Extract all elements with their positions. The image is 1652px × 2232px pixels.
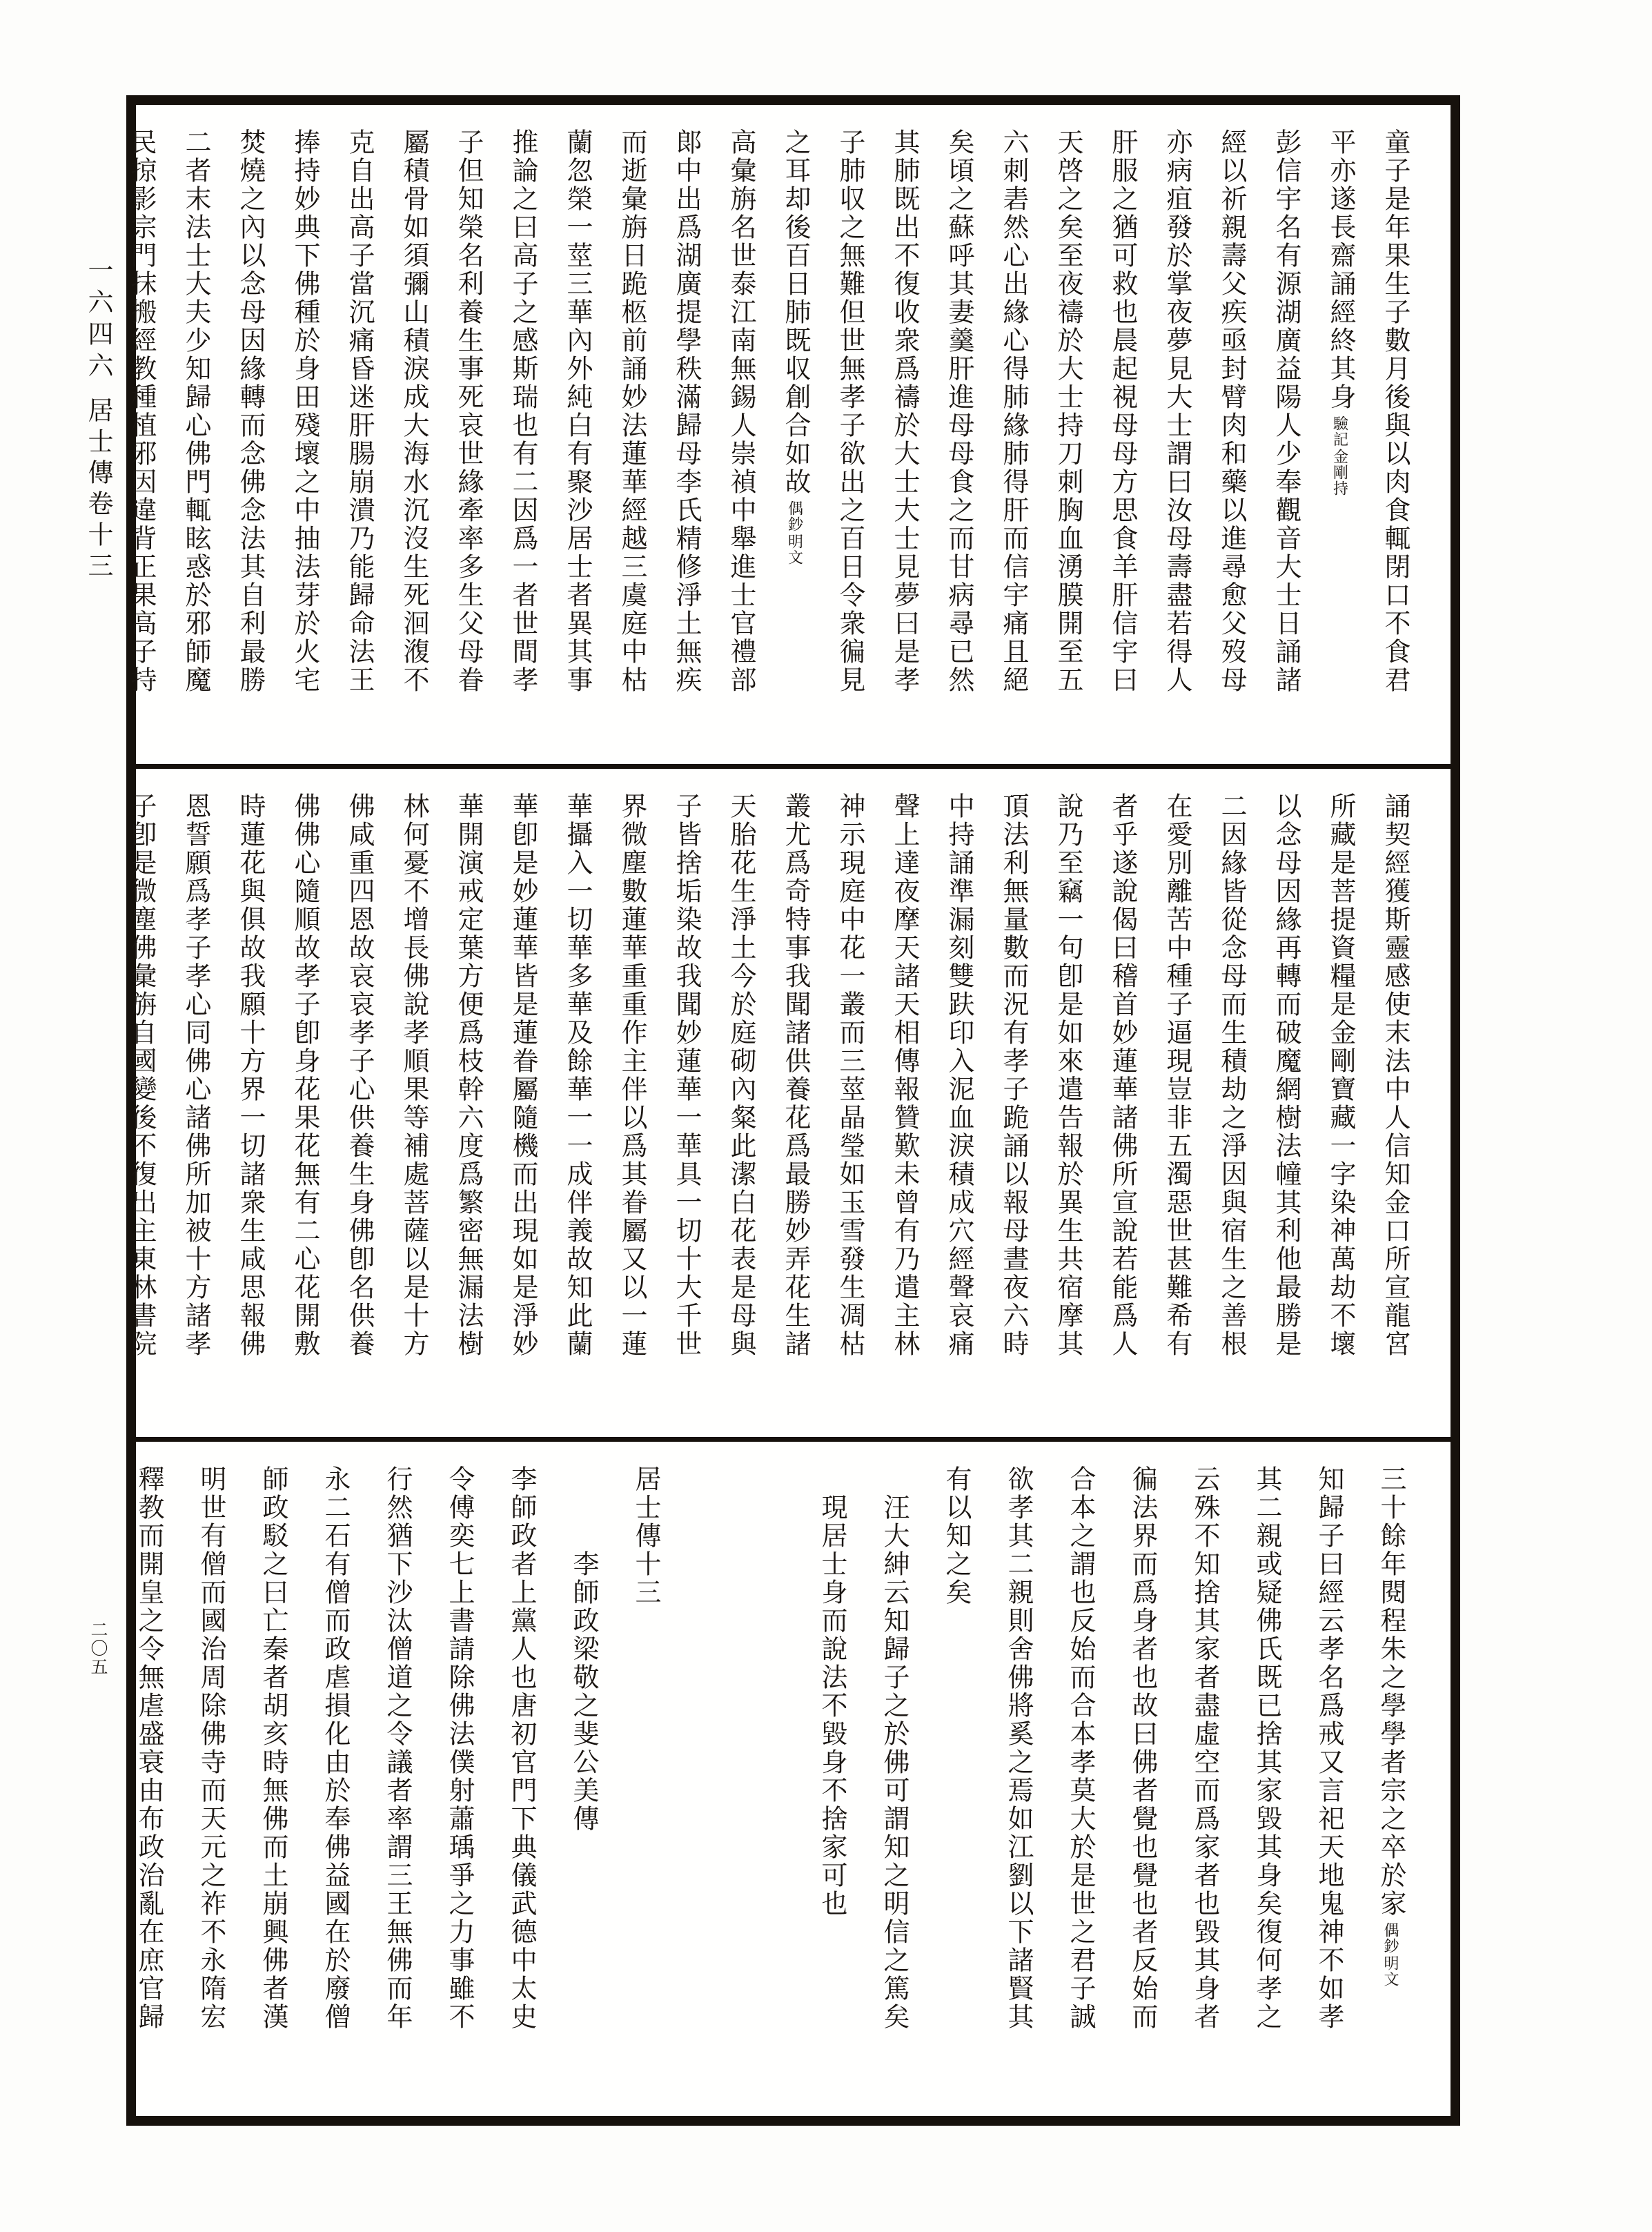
text-column: 時蓮花與俱故我願十方界一切諸衆生咸思報佛 xyxy=(235,792,264,1358)
text-column: 說乃至竊一句卽是如來遣告報於異生共宿摩其 xyxy=(1053,792,1082,1358)
text-column: 合本之謂也反始而合本孝莫大於是世之君子誠 xyxy=(1065,1465,1094,2031)
text-column: 佛咸重四恩故哀哀孝子心供養生身佛卽名供養 xyxy=(344,792,373,1358)
text-column: 神示現庭中花一叢而三莖晶瑩如玉雪發生凋枯 xyxy=(835,792,864,1358)
text-column: 亦病疽發於掌夜夢見大士謂曰汝母壽盡若得人 xyxy=(1162,128,1191,694)
text-column: 二因緣皆從念母而生積劫之淨因與宿生之善根 xyxy=(1217,792,1246,1358)
section-heading-column: 居士傳十三 xyxy=(631,1465,660,1607)
text-column: 子但知榮名利養生事死哀世緣牽率多生父母眷 xyxy=(453,128,482,694)
text-column: 欲孝其二親則舍佛將奚之焉如江劉以下諸賢其 xyxy=(1003,1465,1032,2031)
text-column: 所藏是菩提資糧是金剛寶藏一字染神萬劫不壞 xyxy=(1326,792,1355,1358)
text-column: 子卽是微塵佛彙旃自國變後不復出主東林書院 xyxy=(126,792,155,1358)
text-column: 徧法界而爲身者也故曰佛者覺也覺也者反始而 xyxy=(1128,1465,1157,2031)
text-column: 李師政梁敬之斐公美傳 xyxy=(569,1550,598,1833)
text-register-bottom xyxy=(136,1442,1451,2106)
text-column: 推論之曰高子之感斯瑞也有二因爲一者世間孝 xyxy=(508,128,537,694)
margin-page-id-label: 一六四六 xyxy=(83,257,112,384)
text-column: 頂法利無量數而況有孝子跪誦以報母晝夜六時 xyxy=(999,792,1027,1358)
text-column: 林何憂不增長佛說孝順果等補處菩薩以是十方 xyxy=(399,792,428,1358)
text-column: 聲上達夜摩天諸天相傳報贊歎未曾有乃遣主林 xyxy=(889,792,918,1358)
text-column: 子皆捨垢染故我聞妙蓮華一華具一切十大千世 xyxy=(671,792,700,1358)
text-column: 華開演戒定葉方便爲枝幹六度爲繁密無漏法樹 xyxy=(453,792,482,1358)
text-column: 有以知之矣 xyxy=(941,1465,970,1607)
source-citation-note: 明文 偶鈔 xyxy=(1382,1922,1399,1987)
text-column: 華卽是妙蓮華皆是蓮眷屬隨機而出現如是淨妙 xyxy=(508,792,537,1358)
text-register-middle xyxy=(126,769,1451,1442)
text-column: 平亦遂長齋誦經終其身 金剛持 驗記 xyxy=(1326,128,1355,496)
text-column: 蘭忽榮一莖三華內外純白有聚沙居士者異其事 xyxy=(562,128,591,694)
text-column: 肝服之猶可救也晨起視母母方思食羊肝信宇曰 xyxy=(1108,128,1137,694)
source-citation-note: 金剛持 驗記 xyxy=(1331,415,1349,496)
text-column: 克自出高子當沉痛昏迷肝腸崩潰乃能歸命法王 xyxy=(344,128,373,694)
blank-column xyxy=(738,1465,800,2090)
column-group-bottom xyxy=(134,1465,1422,2090)
text-column: 屬積骨如須彌山積淚成大海水沉沒生死洄澓不 xyxy=(399,128,428,694)
text-column: 中持誦準漏刻雙趺印入泥血淚積成穴經聲哀痛 xyxy=(944,792,973,1358)
text-column: 行然猶下沙汰僧道之令議者率謂三王無佛而年 xyxy=(382,1465,411,2031)
text-column: 令傅奕七上書請除佛法僕射蕭瑀爭之力事雖不 xyxy=(444,1465,473,2031)
text-column: 郞中出爲湖廣提學秩滿歸母李氏精修淨土無疾 xyxy=(671,128,700,694)
text-column: 叢尤爲奇特事我聞諸供養花爲最勝妙弄花生諸 xyxy=(780,792,809,1358)
text-column: 矣頃之蘇呼其妻羹肝進母母食之而甘病尋已然 xyxy=(944,128,973,694)
blank-column xyxy=(676,1465,738,2090)
text-column: 天胎花生淨土今於庭砌內粲此潔白花表是母與 xyxy=(726,792,755,1358)
text-column: 二者末法士大夫少知歸心佛門輒眩惑於邪師魔 xyxy=(181,128,210,694)
text-column: 明世有僧而國治周除佛寺而天元之祚不永隋宏 xyxy=(196,1465,225,2031)
text-column: 知歸子曰經云孝名爲戒又言祀天地鬼神不如孝 xyxy=(1314,1465,1343,2031)
text-column: 其肺既出不復收衆爲禱於大士大士見夢曰是孝 xyxy=(889,128,918,694)
text-column: 天啓之矣至夜禱於大士持刀刺胸血湧膜開至五 xyxy=(1053,128,1082,694)
text-column: 華攝入一切華多華及餘華一一成伴義故知此蘭 xyxy=(562,792,591,1358)
text-column: 以念母因緣再轉而破魔網樹法幢其利他最勝是 xyxy=(1271,792,1300,1358)
text-column: 恩誓願爲孝子孝心同佛心諸佛所加被十方諸孝 xyxy=(181,792,210,1358)
text-column: 現居士身而說法不毀身不捨家可也 xyxy=(817,1494,846,1918)
margin-page-number: 二〇五 xyxy=(88,1621,107,1676)
text-column: 童子是年果生子數月後與以肉食輒閉口不食君 xyxy=(1380,128,1409,694)
text-column: 界微塵數蓮華重重作主伴以爲其眷屬又以一蓮 xyxy=(617,792,646,1358)
text-column: 捧持妙典下佛種於身田殘壞之中抽法芽於火宅 xyxy=(290,128,319,694)
text-column: 誦契經獲斯靈感使末法中人信知金口所宣龍宮 xyxy=(1380,792,1409,1358)
text-column: 民掠影宗門抹搬經教種植邪因違背正果高子持 xyxy=(126,128,155,694)
text-column: 在愛別離苦中種子逼現豈非五濁惡世甚難希有 xyxy=(1162,792,1191,1358)
column-group-top xyxy=(126,128,1422,747)
text-column: 云殊不知捨其家者盡虛空而爲家者也毀其身者 xyxy=(1190,1465,1219,2031)
text-column: 子肺収之無難但世無孝子欲出之百日令衆徧見 xyxy=(835,128,864,694)
text-column: 李師政者上黨人也唐初官門下典儀武德中太史 xyxy=(507,1465,535,2031)
text-column: 永二石有僧而政虐損化由於奉佛益國在於廢僧 xyxy=(320,1465,349,2031)
text-column: 之耳却後百日肺既収創合如故 明文 偶鈔 xyxy=(780,128,809,565)
text-column: 其二親或疑佛氏既已捨其家毀其身矣復何孝之 xyxy=(1252,1465,1281,2031)
text-register-top xyxy=(126,105,1451,769)
page-border-frame xyxy=(126,95,1460,2126)
margin-volume-title-label: 居士傳卷十三 xyxy=(83,397,112,583)
text-column: 三十餘年閱程朱之學學者宗之卒於家 明文 偶鈔 xyxy=(1376,1465,1405,1987)
text-column: 彭信宇名有源湖廣益陽人少奉觀音大士日誦諸 xyxy=(1271,128,1300,694)
source-citation-note: 明文 偶鈔 xyxy=(786,500,804,565)
text-column: 經以祈親壽父疾亟封臂肉和藥以進尋愈父歿母 xyxy=(1217,128,1246,694)
text-column: 焚燒之內以念母因緣轉而念佛念法其自利最勝 xyxy=(235,128,264,694)
text-column: 高彙旃名世泰江南無錫人崇禎中舉進士官禮部 xyxy=(726,128,755,694)
column-group-middle xyxy=(126,792,1422,1420)
text-column: 六刺砉然心出緣心得肺緣肺得肝而信宇痛且絕 xyxy=(999,128,1027,694)
text-column: 汪大紳云知歸子之於佛可謂知之明信之篤矣 xyxy=(879,1494,908,2031)
text-column: 而逝彙旃日跪柩前誦妙法蓮華經越三虞庭中枯 xyxy=(617,128,646,694)
text-column: 釋教而開皇之令無虐盛衰由布政治亂在庶官歸 xyxy=(134,1465,163,2031)
text-column: 者乎遂說偈曰稽首妙蓮華諸佛所宣說若能爲人 xyxy=(1108,792,1137,1358)
text-column: 佛佛心隨順故孝子卽身花果花無有二心花開敷 xyxy=(290,792,319,1358)
text-column: 師政駁之曰亡秦者胡亥時無佛而土崩興佛者漢 xyxy=(258,1465,287,2031)
